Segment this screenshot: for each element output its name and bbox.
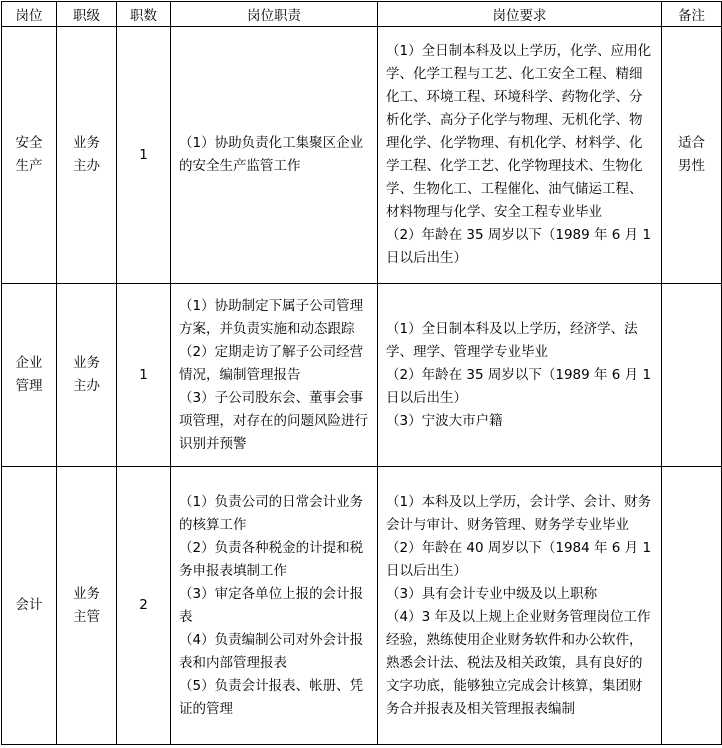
duty-item: （2）定期走访了解子公司经营情况，编制管理报告: [179, 343, 364, 383]
requirement-item: （2）年龄在 40 周岁以下（1984 年 6 月 1 日以后出生）: [386, 539, 652, 579]
table-row: [2, 467, 722, 745]
position-cell: [2, 467, 57, 745]
level-text: 业务主办: [73, 135, 100, 174]
level-text: 业务主管: [73, 585, 100, 625]
duty-item: （1）负责公司的日常会计业务的核算工作: [179, 493, 364, 533]
recruitment-table: [1, 1, 722, 745]
position-cell: [2, 27, 57, 284]
table-row: [2, 27, 722, 284]
header-row: [2, 2, 722, 27]
duty-item: （3）审定各单位上报的会计报表: [179, 585, 364, 625]
note-text: 适合男性: [678, 135, 705, 174]
duty-item: （1）协助负责化工集聚区企业的安全生产监管工作: [179, 135, 364, 174]
duties-cell: [171, 467, 378, 745]
header-position: 岗位: [2, 2, 57, 27]
count-cell: 1: [117, 284, 171, 467]
requirements-cell: [378, 284, 662, 467]
duty-item: （2）负责各种税金的计提和税务申报表填制工作: [179, 539, 364, 579]
position-text: 企业管理: [15, 355, 43, 394]
requirement-item: （2）年龄在 35 周岁以下（1989 年 6 月 1 日以后出生）: [386, 366, 652, 406]
count-cell: 2: [117, 467, 171, 745]
position-text: 安全生产: [15, 135, 43, 174]
requirement-item: （1）全日制本科及以上学历，化学、应用化学、化学工程与工艺、化工安全工程、精细化工、环境工程、环境科学、药物化学、分析化学、高分子化学与物理、无机化学、物理化学、化学物理、有机化学、材料学、化学工程、化学工艺、化学物理技术、生物化学、生物化工、工程催化、油气储运工程、材料物理与化学、安全工程专业毕业: [386, 43, 652, 220]
header-requirements: 岗位要求: [378, 2, 662, 27]
requirement-item: （4）3 年及以上规上企业财务管理岗位工作经验，熟练使用企业财务软件和办公软件，熟悉会计法、税法及相关政策，具有良好的文字功底，能够独立完成会计核算，集团财务合并报表及相关管理报表编制: [386, 608, 651, 717]
requirement-item: （1）全日制本科及以上学历，经济学、法学、理学、管理学专业毕业: [386, 320, 638, 360]
level-text: 业务主办: [73, 355, 100, 394]
requirement-item: （3）具有会计专业中级及以上职称: [386, 585, 598, 602]
header-note: 备注: [662, 2, 722, 27]
position-text: 会计: [15, 597, 43, 613]
duty-item: （3）子公司股东会、董事会事项管理，对存在的问题风险进行识别并预警: [179, 389, 368, 452]
level-cell: [57, 284, 117, 467]
requirements-cell: [378, 27, 662, 284]
duty-item: （4）负责编制公司对外会计报表和内部管理报表: [179, 631, 364, 671]
duties-cell: [171, 27, 378, 284]
level-cell: [57, 27, 117, 284]
note-cell: [662, 467, 722, 745]
note-cell: [662, 284, 722, 467]
requirement-item: （3）宁波大市户籍: [386, 412, 503, 429]
duties-cell: [171, 284, 378, 467]
count-cell: 1: [117, 27, 171, 284]
header-duties: 岗位职责: [171, 2, 378, 27]
requirement-item: （2）年龄在 35 周岁以下（1989 年 6 月 1 日以后出生）: [386, 227, 652, 266]
level-cell: [57, 467, 117, 745]
position-cell: [2, 284, 57, 467]
header-level: 职级: [57, 2, 117, 27]
note-cell: [662, 27, 722, 284]
table-row: [2, 284, 722, 467]
header-count: 职数: [117, 2, 171, 27]
duty-item: （1）协助制定下属子公司管理方案，并负责实施和动态跟踪: [179, 297, 364, 337]
duty-item: （5）负责会计报表、帐册、凭证的管理: [179, 677, 364, 717]
requirement-item: （1）本科及以上学历，会计学、会计、财务会计与审计、财务管理、财务学专业毕业: [386, 493, 652, 533]
requirements-cell: [378, 467, 662, 745]
